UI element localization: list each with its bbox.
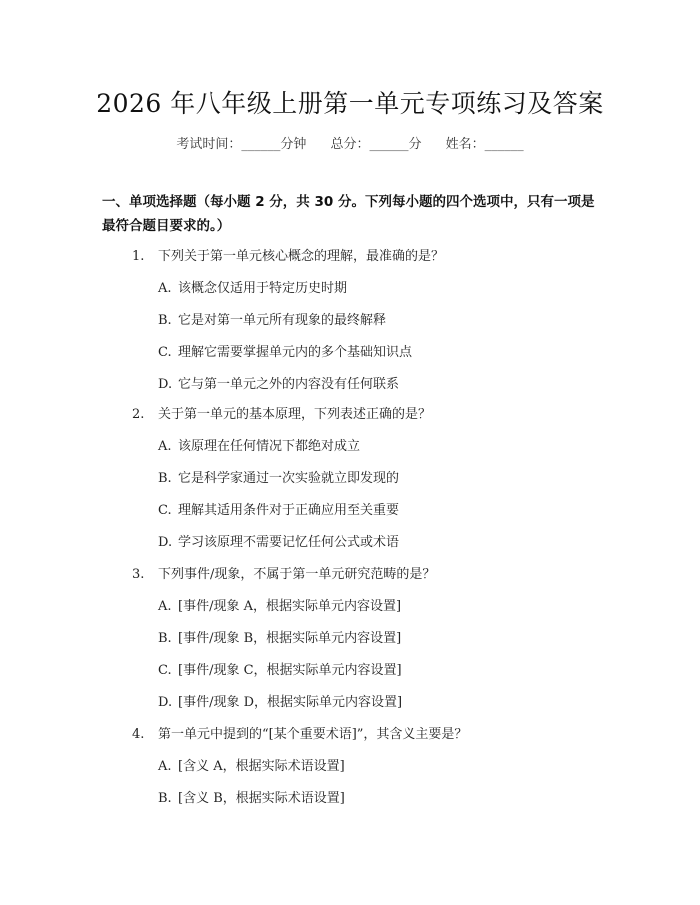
question-text: 第一单元中提到的“[某个重要术语]”，其含义主要是？: [158, 727, 468, 742]
section-heading-line-2: 最符合题目要求的。）: [102, 218, 231, 234]
option-4a: [158, 755, 345, 774]
option-letter: D.: [158, 535, 173, 550]
option-3c: [158, 659, 402, 678]
option-text: 该原理在任何情况下都绝对成立: [178, 439, 361, 454]
question-2: [132, 403, 431, 422]
option-1c: [158, 341, 412, 360]
option-letter: C.: [158, 503, 172, 518]
option-2c: [158, 499, 399, 518]
student-name-field: 姓名：______: [445, 137, 524, 152]
option-letter: B.: [158, 791, 172, 806]
option-letter: B.: [158, 313, 172, 328]
question-text: 下列事件/现象，不属于第一单元研究范畴的是？: [158, 567, 436, 582]
option-2b: [158, 467, 399, 486]
question-number: 1.: [132, 249, 145, 264]
question-number: 3.: [132, 567, 145, 582]
option-text: [事件/现象 B，根据实际单元内容设置]: [178, 631, 402, 646]
option-text: 它与第一单元之外的内容没有任何联系: [178, 377, 400, 392]
option-letter: C.: [158, 663, 172, 678]
option-3a: [158, 595, 401, 614]
option-text: 理解其适用条件对于正确应用至关重要: [178, 503, 400, 518]
option-letter: A.: [158, 439, 172, 454]
option-text: [含义 B，根据实际术语设置]: [178, 791, 345, 806]
section-heading: [102, 190, 602, 238]
option-2d: [158, 531, 399, 550]
question-number: 4.: [132, 727, 145, 742]
option-text: 该概念仅适用于特定历史时期: [178, 281, 348, 296]
option-4b: [158, 787, 345, 806]
option-1b: [158, 309, 386, 328]
option-1a: [158, 277, 347, 296]
question-text: 下列关于第一单元核心概念的理解，最准确的是？: [158, 249, 445, 264]
total-score-field: 总分：______分: [330, 137, 422, 152]
option-text: 它是对第一单元所有现象的最终解释: [178, 313, 387, 328]
exam-time-field: 考试时间：______分钟: [176, 137, 307, 152]
question-number: 2.: [132, 407, 145, 422]
option-text: [事件/现象 C，根据实际单元内容设置]: [178, 663, 402, 678]
option-text: 它是科学家通过一次实验就立即发现的: [178, 471, 400, 486]
option-3d: [158, 691, 402, 710]
page-title: 2026 年八年级上册第一单元专项练习及答案: [96, 89, 604, 118]
option-text: [事件/现象 D，根据实际单元内容设置]: [178, 695, 403, 710]
question-3: [132, 563, 435, 582]
option-letter: D.: [158, 377, 173, 392]
section-heading-line-1: 一、单项选择题（每小题 2 分，共 30 分。下列每小题的四个选项中，只有一项是: [102, 194, 595, 210]
option-text: 学习该原理不需要记忆任何公式或术语: [178, 535, 400, 550]
option-letter: B.: [158, 631, 172, 646]
option-letter: D.: [158, 695, 173, 710]
option-3b: [158, 627, 401, 646]
option-letter: C.: [158, 345, 172, 360]
option-letter: B.: [158, 471, 172, 486]
option-letter: A.: [158, 599, 172, 614]
option-text: [含义 A，根据实际术语设置]: [178, 759, 345, 774]
question-4: [132, 723, 467, 742]
option-letter: A.: [158, 281, 172, 296]
question-1: [132, 245, 444, 264]
option-text: 理解它需要掌握单元内的多个基础知识点: [178, 345, 413, 360]
exam-meta: [0, 133, 700, 152]
question-text: 关于第一单元的基本原理，下列表述正确的是？: [158, 407, 432, 422]
option-1d: [158, 373, 399, 392]
option-letter: A.: [158, 759, 172, 774]
option-2a: [158, 435, 360, 454]
option-text: [事件/现象 A，根据实际单元内容设置]: [178, 599, 402, 614]
